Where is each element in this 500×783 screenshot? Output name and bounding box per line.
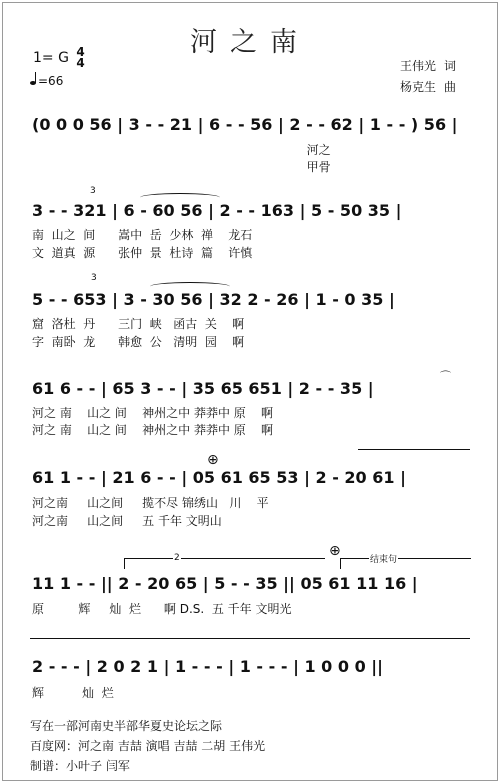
lyric-line-3a: 窟 洛杜 丹 三门 峡 函古 关 啊 — [32, 317, 245, 331]
coda-sign-icon: ⊕ — [329, 543, 341, 559]
coda-sign-icon: ⊕ — [207, 452, 219, 468]
triplet-mark: 3 — [91, 273, 97, 283]
staff-line-6: 11 1 - - || 2 - 20 65 | 5 - - 35 || 05 61 11 16 | — [32, 574, 418, 593]
tempo-value: =66 — [38, 74, 64, 88]
ending-label: 结束句 — [369, 552, 398, 565]
lyric-line-5a: 河之南 山之间 揽不尽 锦绣山 川 平 — [32, 496, 269, 510]
composer-credit — [400, 78, 456, 95]
key-label: 1= G — [33, 50, 69, 66]
triplet-mark: 3 — [90, 186, 96, 196]
lyric-line-3b: 字 南卧 龙 韩愈 公 清明 园 啊 — [32, 335, 245, 349]
tempo-marking — [30, 73, 63, 88]
lyric-line-7a: 辉 灿 烂 — [32, 686, 114, 700]
ending-bracket — [340, 555, 471, 569]
footer-transcriber: 制谱：小叶子 闫军 — [30, 759, 130, 773]
time-denominator: 4 — [76, 56, 85, 70]
lyric-line-4a: 河之 南 山之 间 神州之中 莽莽中 原 啊 — [32, 406, 274, 420]
staff-line-7: 2 - - - | 2 0 2 1 | 1 - - - | 1 - - - | 1 0 0 0 || — [32, 657, 383, 676]
staff-line-1: (0 0 0 56 | 3 - - 21 | 6 - - 56 | 2 - - 62 | 1 - - ) 56 | — [32, 115, 458, 134]
lyric-line-4b: 河之 南 山之 间 神州之中 莽莽中 原 啊 — [32, 423, 274, 437]
composer-role: 曲 — [444, 80, 457, 94]
time-numerator: 4 — [76, 45, 85, 59]
lyric-line-1b: 甲骨 — [32, 160, 331, 174]
footer-note: 写在一部河南史半部华夏史论坛之际 — [30, 719, 223, 733]
staff-line-2: 3 - - 321 | 6 - 60 56 | 2 - - 163 | 5 - 50 35 | — [32, 201, 402, 220]
score-title: 河之南 — [190, 27, 310, 58]
lyric-line-2a: 南 山之 间 嵩中 岳 少林 禅 龙石 — [32, 228, 253, 242]
staff-line-4: 61 6 - - | 65 3 - - | 35 65 651 | 2 - - 35 | — [32, 379, 374, 398]
lyric-line-1a: 河之 — [32, 143, 331, 157]
footer-source: 百度网：河之南 吉喆 演唱 吉喆 二胡 王伟光 — [30, 739, 266, 753]
volta-bracket-3 — [30, 638, 470, 639]
composer-name: 杨克生 — [400, 80, 437, 94]
lyric-line-6a: 原 辉 灿 烂 啊 D.S. 五 千年 文明光 — [32, 602, 292, 616]
volta-number: 2 — [174, 553, 180, 563]
lyric-line-5b: 河之南 山之间 五 千年 文明山 — [32, 514, 222, 528]
quarter-note-icon — [30, 73, 38, 85]
volta-bracket-1 — [358, 449, 470, 450]
lyricist-credit — [400, 57, 456, 74]
staff-line-3: 5 - - 653 | 3 - 30 56 | 32 2 - 26 | 1 - 0 35 | — [32, 290, 395, 309]
fermata-icon: ⌒ — [440, 370, 451, 383]
staff-line-5: 61 1 - - | 21 6 - - | 05 61 65 53 | 2 - 20 61 | — [32, 468, 406, 487]
lyric-line-2b: 文 道真 源 张仲 景 杜诗 篇 许慎 — [32, 246, 253, 260]
volta-bracket-2 — [124, 553, 325, 569]
lyricist-role: 词 — [444, 59, 457, 73]
time-signature — [76, 47, 84, 69]
lyricist-name: 王伟光 — [400, 59, 437, 73]
key-signature — [33, 47, 85, 69]
